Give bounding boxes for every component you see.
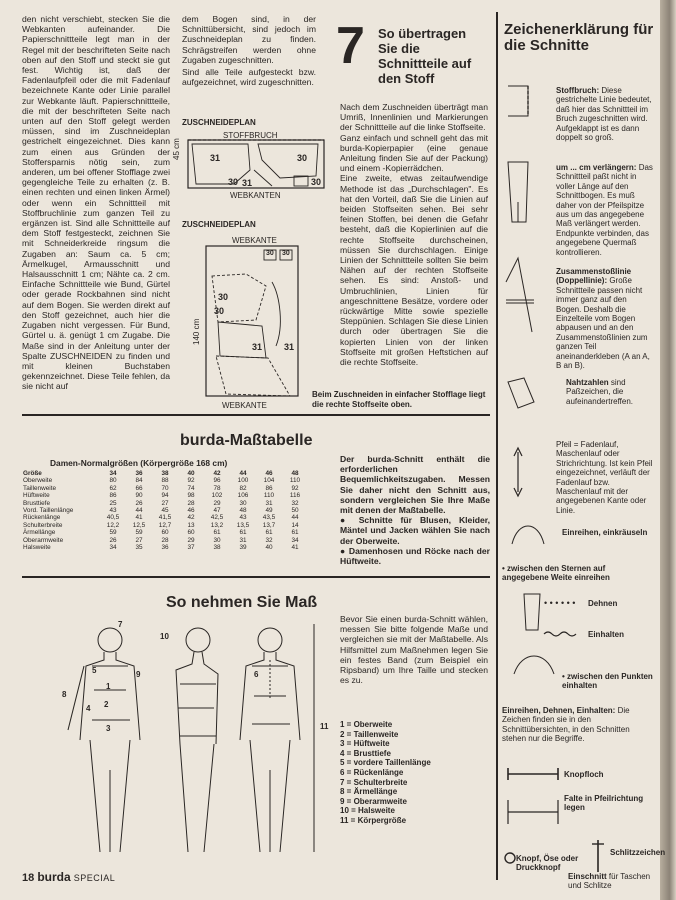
footer xyxy=(22,870,115,884)
size-table-row xyxy=(20,470,308,477)
legend-icons xyxy=(504,82,544,582)
legend-item-4-text: sind Paßzeichen, die aufeinandertreffen. xyxy=(566,378,634,406)
legend-item-16-text: für Taschen und Schlitze xyxy=(568,872,651,891)
plan1-size: 45 cm xyxy=(172,138,181,160)
mass-list-item: 2 = Taillenweite xyxy=(340,729,399,739)
plan-caption: Beim Zuschneiden in einfacher Stofflage liegt die rechte Stoffseite oben. xyxy=(312,390,486,409)
plan2-diagram xyxy=(206,246,306,402)
size-table-cell: 48 xyxy=(239,507,247,515)
legend-item-8-bold: Dehnen xyxy=(588,599,618,608)
legend-item-6-bold: Einreihen, einkräuseln xyxy=(562,528,648,537)
legend-item-punkte xyxy=(562,672,654,691)
legend-item-schlitz xyxy=(610,848,666,857)
size-table-cell: 36 xyxy=(161,544,169,552)
size-table-cell: 110 xyxy=(289,477,301,485)
plan2-size: 140 cm xyxy=(192,318,201,345)
legend-item-pfeil xyxy=(556,440,654,515)
size-table-cell: 59 xyxy=(109,529,117,537)
fig-label-1: 1 xyxy=(106,682,111,691)
plan2-edge-bottom: WEBKANTE xyxy=(222,401,267,410)
mass-list-item: 3 = Hüftweite xyxy=(340,739,390,749)
size-table-cell: 84 xyxy=(135,477,143,485)
size-table-cell: 26 xyxy=(135,499,143,507)
size-table-cell: 35 xyxy=(135,544,143,552)
size-table-cell: 29 xyxy=(213,499,221,507)
size-table-cell: 86 xyxy=(109,492,117,500)
fig-label-6: 6 xyxy=(254,670,259,679)
legend-item-2-text: Das Schnittteil paßt nicht in voller Länge auf den Schnittbogen. Es muß daher von der Pfeilspitze aus um das angegebene Maß verlängert werden. Endpunkte verbinden, das angegebene Quermaß kontrollieren. xyxy=(556,163,653,257)
size-table-row xyxy=(20,529,308,536)
fig-label-9: 9 xyxy=(136,670,141,679)
size-table-cell: 88 xyxy=(161,477,169,485)
legend-item-dehnen xyxy=(588,599,654,608)
legend-item-1-bold: Stoffbruch: xyxy=(556,86,600,95)
mass-list-item: 1 = Oberweite xyxy=(340,720,393,729)
fig-label-7: 7 xyxy=(118,620,123,629)
size-table-cell: 102 xyxy=(211,492,223,500)
legend-item-einreihen xyxy=(562,528,654,537)
size-table-cell: 14 xyxy=(291,521,299,529)
size-table-cell: 100 xyxy=(237,477,249,485)
legend-item-falte xyxy=(564,794,654,813)
mass-title: So nehmen Sie Maß xyxy=(166,594,318,611)
section-7-p3: Eine zweite, etwas zeitaufwendige Methode ist das „Durchschlagen". Es hat den Vorteil, daß Sie die Linien auf beiden Stoffseiten sehen. Bei sehr feinen Stoffen, bei denen die Gefahr besteht, daß die Kopierlinien auf die rechte Stoffseite durchscheinen, müssen Sie durchschlagen. Einige Linien der Schnittteile sollten Sie beim Nähen auf der rechten Stoffseite sehen. Es sind: Anstoß- und Umbruchlinien, Linien für angeschnittene Besätze, vordere oder rückwärtige Mitte sowie spezielle Steppünien. Schlagen Sie diese Linien durch oder übertragen Sie die kopierten Linien von der linken Stoffseite mit großen Heftstichen auf die rechte Stoffseite. xyxy=(340,173,488,368)
size-table-cell: 86 xyxy=(265,484,273,492)
size-table-cell: 92 xyxy=(291,484,299,492)
plan1-diagram xyxy=(188,140,328,192)
plan2-edge-top: WEBKANTE xyxy=(232,236,277,245)
size-table-cell: 12,2 xyxy=(106,521,120,529)
size-table-cell: 13,2 xyxy=(210,521,224,529)
section-7-p1: Nach dem Zuschneiden überträgt man Umriß, Innenlinien und Markierungen der Schnittteile auf die linke Stoffseite. xyxy=(340,102,488,133)
size-table-label: Oberarmweite xyxy=(23,536,64,544)
size-table-cell: 29 xyxy=(187,536,195,544)
size-table-cell: 26 xyxy=(109,536,117,544)
masstabelle-title: burda-Maßtabelle xyxy=(180,432,313,449)
size-table-label: Halsweite xyxy=(23,544,51,552)
mass-list-item: 7 = Schulterbreite xyxy=(340,777,408,787)
size-table-cell: 70 xyxy=(161,484,169,492)
plan2-num-5: 31 xyxy=(252,342,263,352)
size-table-cell: 46 xyxy=(187,507,195,515)
size-table-cell: 42 xyxy=(213,470,221,477)
plan2-title: ZUSCHNEIDEPLAN xyxy=(182,220,256,229)
legend-item-10-bold: • zwischen den Punkten einhalten xyxy=(562,672,653,691)
masstabelle-subtitle: Damen-Normalgrößen (Körpergröße 168 cm) xyxy=(50,458,228,468)
size-table-cell: 62 xyxy=(109,484,117,492)
size-table-cell: 43 xyxy=(239,514,247,522)
size-table-cell: 47 xyxy=(213,507,221,515)
size-table-cell: 61 xyxy=(265,529,273,537)
section-7-p2: Ganz einfach und schnell geht das mit burda-Kopierpapier (eine genaue Anleitung finden Sie auf der Packung) und einem -Kopierrädchen. xyxy=(340,132,488,174)
size-table-cell: 40 xyxy=(265,544,273,552)
size-table-cell: 31 xyxy=(265,499,273,507)
section-number: 7 xyxy=(336,17,365,75)
plan1-num-4: 31 xyxy=(242,178,253,188)
size-table-cell: 42 xyxy=(187,514,195,522)
plan1-edge-label: WEBKANTEN xyxy=(230,191,281,200)
fig-label-10: 10 xyxy=(160,632,169,641)
size-table-cell: 13,5 xyxy=(236,521,250,529)
legend-item-einhalten xyxy=(588,630,654,639)
size-table-cell: 45 xyxy=(161,507,169,515)
size-table-label: Ärmellänge xyxy=(23,529,56,537)
size-table-cell: 98 xyxy=(187,492,195,500)
masstabelle-note-1: Der burda-Schnitt enthält die erforderlichen Bequemlichkeitszugaben. Messen Sie daher nicht den Schnitt aus, sondern vergleichen Sie Ihre Maße mit denen der Maßtabelle. xyxy=(340,454,490,516)
mass-list-item: 5 = vordere Taillenlänge xyxy=(340,758,431,768)
figure-illustration xyxy=(64,620,324,856)
size-table-cell: 27 xyxy=(161,499,169,507)
legend-item-knopf xyxy=(516,854,590,873)
size-table-cell: 78 xyxy=(213,484,221,492)
size-table-cell: 82 xyxy=(239,484,247,492)
size-table-cell: 80 xyxy=(109,477,117,485)
size-table-cell: 44 xyxy=(239,470,247,477)
size-table-label: Hüftweite xyxy=(23,492,50,500)
size-table-label: Brusttiefe xyxy=(23,499,50,507)
fig-label-4: 4 xyxy=(86,704,91,713)
size-table-cell: 46 xyxy=(265,470,273,477)
size-table-cell: 32 xyxy=(265,536,273,544)
legend-item-14-bold: Knopf, Öse oder Druckknopf xyxy=(516,854,579,873)
legend-item-stoffbruch xyxy=(556,86,654,142)
legend-item-9-bold: Einhalten xyxy=(588,630,625,639)
size-table-label: Oberweite xyxy=(23,477,53,485)
next-page-edge xyxy=(660,0,676,900)
size-table-label: Taillenweite xyxy=(23,484,57,492)
size-table-row xyxy=(20,514,308,521)
size-table-cell: 28 xyxy=(161,536,169,544)
fig-label-2: 2 xyxy=(104,700,109,709)
plan1-num-5: 30 xyxy=(311,177,322,187)
legend-item-knopfloch xyxy=(564,770,654,779)
size-table-cell: 34 xyxy=(109,470,117,477)
size-table-cell: 92 xyxy=(187,477,195,485)
size-table-cell: 59 xyxy=(135,529,143,537)
legend-item-sterne xyxy=(502,564,654,583)
footer-special: SPECIAL xyxy=(73,873,116,883)
plan2-num-1: 30 xyxy=(266,250,274,257)
size-table-cell: 94 xyxy=(161,492,169,500)
legend-item-12-bold: Knopfloch xyxy=(564,770,604,779)
size-table-label: Rückenlänge xyxy=(23,514,61,522)
plan2-num-2: 30 xyxy=(282,250,290,257)
mass-intro-block xyxy=(340,614,488,685)
size-table xyxy=(20,470,308,551)
size-table-cell: 32 xyxy=(291,499,299,507)
size-table-cell: 34 xyxy=(109,544,117,552)
size-table-cell: 104 xyxy=(263,477,275,485)
legend-item-einschnitt xyxy=(568,872,654,891)
size-table-row xyxy=(20,522,308,529)
plan2-num-4: 30 xyxy=(214,306,225,316)
size-table-cell: 13,7 xyxy=(262,521,276,529)
legend-item-4-bold: Nahtzahlen xyxy=(566,378,609,387)
size-table-cell: 60 xyxy=(187,529,195,537)
size-table-cell: 31 xyxy=(239,536,247,544)
masstabelle-note-3: ● Damenhosen und Röcke nach der Hüftweite. xyxy=(340,545,490,567)
size-table-row xyxy=(20,537,308,544)
legend-item-zusammenstoss xyxy=(556,267,654,370)
size-table-cell: 38 xyxy=(213,544,221,552)
legend-item-7-text: • zwischen den Sternen auf angegebene Weite einreihen xyxy=(502,564,610,583)
size-table-cell: 43,5 xyxy=(262,514,276,522)
fig-label-8: 8 xyxy=(62,690,67,699)
size-table-cell: 42,5 xyxy=(210,514,224,522)
size-table-cell: 110 xyxy=(263,492,275,500)
text-column-1 xyxy=(22,14,170,392)
svg-text:• • • • • •: • • • • • • xyxy=(544,598,576,608)
size-table-cell: 61 xyxy=(239,529,247,537)
legend-item-5-text: Pfeil = Fadenlauf, Maschenlauf oder Strichrichtung. Ist kein Pfeil eingezeichnet, verläuft der Fadenlauf bzw. Maschenlauf mit der angegebenen Kante oder Linie. xyxy=(556,440,653,515)
size-table-row xyxy=(20,544,308,551)
mass-list-item: 9 = Oberarmweite xyxy=(340,796,407,806)
size-table-label: Vord. Taillenlänge xyxy=(23,507,74,515)
size-table-cell: 38 xyxy=(161,470,169,477)
size-table-cell: 41,5 xyxy=(158,514,172,522)
size-table-cell: 66 xyxy=(135,484,143,492)
size-table-cell: 43 xyxy=(109,507,117,515)
legend-item-3-bold: Zusammenstoßlinie (Doppellinie): xyxy=(556,267,632,286)
size-table-row xyxy=(20,500,308,507)
column-2-text-2: Sind alle Teile aufgesteckt bzw. aufgezeichnet, wird zugeschnitten. xyxy=(182,67,316,88)
size-table-cell: 96 xyxy=(213,477,221,485)
divider-1 xyxy=(22,414,490,416)
legend-item-16-bold: Einschnitt xyxy=(568,872,607,881)
size-table-cell: 28 xyxy=(187,499,195,507)
size-table-cell: 37 xyxy=(187,544,195,552)
size-table-cell: 40 xyxy=(187,470,195,477)
page-number: 18 xyxy=(22,872,35,884)
size-table-cell: 13 xyxy=(187,521,195,529)
size-table-cell: 49 xyxy=(265,507,273,515)
legend-item-11-bold: Einreihen, Dehnen, Einhalten: xyxy=(502,706,616,715)
size-table-label: Schulterbreite xyxy=(23,521,63,529)
fig-label-5: 5 xyxy=(92,666,97,675)
mass-list xyxy=(340,720,490,826)
legend-item-1-text: Diese gestrichelte Linie bedeutet, daß hier das Schnittteil im Bruch zugeschnitten wird. Aufgeklappt ist es dann doppelt so groß. xyxy=(556,86,652,143)
size-table-cell: 40,5 xyxy=(106,514,120,522)
divider-2 xyxy=(22,576,490,578)
plan2-num-3: 30 xyxy=(218,292,229,302)
size-table-row xyxy=(20,492,308,499)
mass-list-item: 6 = Rückenlänge xyxy=(340,767,404,777)
masstabelle-notes xyxy=(340,454,490,566)
fig-label-3: 3 xyxy=(106,724,111,733)
size-table-cell: 34 xyxy=(291,536,299,544)
size-table-cell: 50 xyxy=(291,507,299,515)
section-7-title: So übertragen Sie die Schnittteile auf den Stoff xyxy=(378,26,472,86)
size-table-cell: 106 xyxy=(237,492,249,500)
masstabelle-note-2: ● Schnitte für Blusen, Kleider, Mäntel und Jacken wählen Sie nach der Oberweite. xyxy=(340,515,490,546)
size-table-label: Größe xyxy=(23,470,42,477)
legend-item-verlaengern xyxy=(556,163,654,257)
plan2-num-6: 31 xyxy=(284,342,295,352)
size-table-cell: 44 xyxy=(291,514,299,522)
column-1-text: den nicht verschiebt, stecken Sie die Webkanten aufeinander. Die Papierschnittteile legt man in der Regel mit der beschrifteten Seite nach oben auf den Stoff und steckt sie gut fest. Wichtig ist, daß der Fadenlaufpfeil oder die mit Fadenlauf bezeichnete Kante oder Linie parallel zur Webkante läuft. Papierschnittteile, die mit der beschrifteten Seite nach unten auf den Stoff gelegt werden müssen, sind im Zuschneideplan gestrichelt eingezeichnet. Dies kann zum einen aus Gründen der Stoffersparnis nötig sein, zum anderen, um bei offener Stofflage zwei gegengleiche Teile zu erhalten (z. B. einen rechten und einen linken Ärmel) oder wenn ein Schnittteil mit Stoffbruchlinie zum ganzen Teil zu ergänzen ist. Sind alle Schnittteile auf dem Stoff festgesteckt, zeichnen Sie mit Schneiderkreide ringsum die Zugaben an: Saum ca. 5 cm; Ärmelkugel, Armausschnitt und Halsausschnitt 1 cm; Nähte ca. 2 cm. Einfache Schnittteile wie Bund, Gürtel oder gerade Rockbahnen sind nicht auf dem Bogen. Sie werden direkt auf den Stoff gezeichnet, auch hier die Zugaben nicht vergessen. Für Bund, Gürtel u. ä. genügt 1 cm Zugabe. Die Maße sind in der Anleitung unter der Spalte ZUSCHNEIDEN zu finden und mit kleinen Buchstaben gekennzeichnet. Diese Teile fehlen, da sie nicht auf xyxy=(22,14,170,392)
plan1-title: ZUSCHNEIDEPLAN xyxy=(182,118,256,127)
mass-list-item: 4 = Brusttiefe xyxy=(340,748,391,758)
legend-item-summary xyxy=(502,706,654,744)
mass-list-item: 8 = Ärmellänge xyxy=(340,787,398,797)
size-table-cell: 30 xyxy=(213,536,221,544)
legend-item-3-text: Große Schnittteile passen nicht immer ganz auf den Bogen. Deshalb die Einzelteile vom Bogen abpausen und an den Zusammenstoßlinien zum ganzen Teil aneinanderkleben (A an A, B an B). xyxy=(556,276,650,371)
size-table-cell: 41 xyxy=(135,514,143,522)
column-2-text-1: dem Bogen sind, in der Schnittübersicht, sind jedoch im Zuschneideplan zu finden. Schrägstreifen werden ohne Zugaben zugeschnitten. xyxy=(182,14,316,65)
size-table-cell: 12,7 xyxy=(158,521,172,529)
legend-item-nahtzahlen xyxy=(566,378,654,406)
size-table-cell: 12,5 xyxy=(132,521,146,529)
size-table-cell: 30 xyxy=(239,499,247,507)
footer-brand: burda xyxy=(37,870,71,884)
legend-item-2-bold: um ... cm verlängern: xyxy=(556,163,637,172)
mass-list-item: 10 = Halsweite xyxy=(340,806,395,816)
size-table-cell: 48 xyxy=(291,470,299,477)
section-7-body xyxy=(340,102,488,367)
plan1-num-3: 30 xyxy=(228,177,239,187)
legend-divider xyxy=(496,12,498,880)
size-table-cell: 41 xyxy=(291,544,299,552)
size-table-cell: 60 xyxy=(161,529,169,537)
size-table-row xyxy=(20,507,308,514)
fig-label-11: 11 xyxy=(320,722,329,731)
size-table-cell: 44 xyxy=(135,507,143,515)
size-table-cell: 90 xyxy=(135,492,143,500)
legend-item-13-bold: Falte in Pfeilrichtung legen xyxy=(564,794,644,813)
plan1-num-2: 30 xyxy=(297,153,308,163)
text-column-2 xyxy=(182,14,316,87)
mass-intro: Bevor Sie einen burda-Schnitt wählen, messen Sie bitte folgende Maße und vergleichen sie mit der Maßtabelle. Als Hilfsmittel zum Maßnehmen legen Sie ein festes Band (zum Beispiel ein Ripsband) um Ihre Taille und stecken es zu. xyxy=(340,614,488,686)
mass-list-item: 11 = Körpergröße xyxy=(340,815,407,825)
size-table-row xyxy=(20,485,308,492)
legend-title: Zeichenerklärung für die Schnitte xyxy=(504,21,654,54)
legend-item-11-text: Die Zeichen finden sie in den Schnittübersichten, in den Schnitten stehen nur die Begriffe. xyxy=(502,706,630,744)
plan1-num-1: 31 xyxy=(210,153,221,163)
size-table-cell: 61 xyxy=(291,529,299,537)
size-table-cell: 74 xyxy=(187,484,195,492)
size-table-cell: 25 xyxy=(109,499,117,507)
size-table-cell: 36 xyxy=(135,470,143,477)
size-table-cell: 27 xyxy=(135,536,143,544)
size-table-cell: 116 xyxy=(289,492,301,500)
plan1-fold-label: STOFFBRUCH xyxy=(223,131,278,140)
legend-item-15-bold: Schlitzzeichen xyxy=(610,848,666,857)
size-table-cell: 39 xyxy=(239,544,247,552)
size-table-row xyxy=(20,477,308,484)
size-table-cell: 61 xyxy=(213,529,221,537)
